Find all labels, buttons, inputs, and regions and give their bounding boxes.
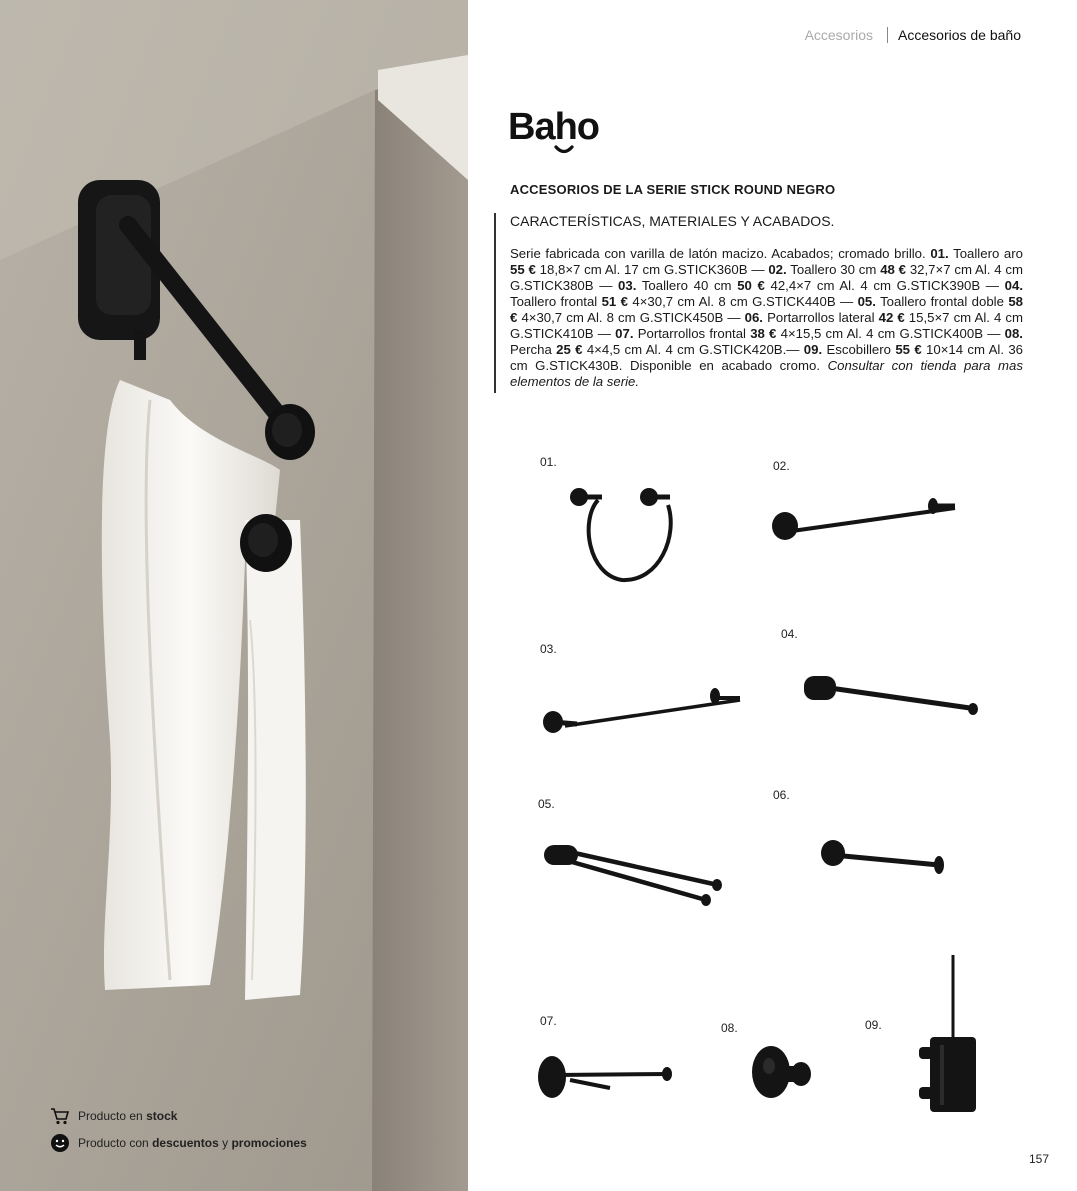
front-towel-bar-icon xyxy=(800,672,985,722)
hero-photo xyxy=(0,0,468,1191)
smile-underline-icon xyxy=(553,144,575,156)
product-label-06: 06. xyxy=(773,788,790,802)
robe-hook-icon xyxy=(745,1040,825,1105)
towel-bar-30-icon xyxy=(765,490,965,550)
side-roll-holder-icon xyxy=(815,835,955,880)
legend-promotions-text: Producto con descuentos y promociones xyxy=(78,1136,307,1150)
towel-bar-40-icon xyxy=(535,680,745,740)
front-roll-holder-icon xyxy=(530,1050,680,1105)
product-description: Serie fabricada con varilla de latón macizo. Acabados; cromado brillo. 01. Toallero aro 55 € 18,8×7 cm Al. 17 cm G.STICK360B — 02. Toallero 30 cm 48 € 32,7×7 cm Al. 4 cm G.STICK380B — 03. Toallero 40 cm 50 € 42,4×7 cm Al. 4 cm G.STICK390B — 04. Toallero frontal 51 € 4×30,7 cm Al. 8 cm G.STICK440B — 05. Toallero frontal doble 58 € 4×30,7 cm Al. 8 cm G.STICK450B — 06. Portarrollos lateral 42 € 15,5×7 cm Al. 4 cm G.STICK410B — 07. Portarrollos frontal 38 € 4×15,5 cm Al. 4 cm G.STICK400B — 08. Percha 25 € 4×4,5 cm Al. 4 cm G.STICK420B.— 09. Escobillero 55 € 10×14 cm Al. 36 cm G.STICK430B. Disponible en acabado cromo. Consultar con tienda para mas elementos de la serie. xyxy=(510,246,1023,389)
breadcrumb-separator xyxy=(887,27,888,43)
product-label-01: 01. xyxy=(540,455,557,469)
section-divider xyxy=(494,213,496,393)
legend-stock-text: Producto en stock xyxy=(78,1109,178,1123)
towel-bar-photo xyxy=(0,0,468,1191)
legend-promotions xyxy=(50,1133,307,1153)
cart-icon xyxy=(50,1106,70,1126)
brand-logo: Baho xyxy=(508,106,599,148)
double-towel-bar-icon xyxy=(540,835,730,910)
product-label-07: 07. xyxy=(540,1014,557,1028)
page-number: 157 xyxy=(1028,1152,1049,1166)
section-subtitle: CARACTERÍSTICAS, MATERIALES Y ACABADOS. xyxy=(510,213,835,229)
smiley-icon xyxy=(50,1133,70,1153)
breadcrumb-current: Accesorios de baño xyxy=(898,27,1021,43)
page-title: ACCESORIOS DE LA SERIE STICK ROUND NEGRO xyxy=(510,182,836,197)
product-label-09: 09. xyxy=(865,1018,882,1032)
product-label-03: 03. xyxy=(540,642,557,656)
breadcrumb-parent[interactable]: Accesorios xyxy=(804,27,874,43)
towel-ring-icon xyxy=(560,480,690,590)
breadcrumb xyxy=(805,27,1021,43)
product-label-05: 05. xyxy=(538,797,555,811)
toilet-brush-icon xyxy=(910,955,990,1120)
product-label-02: 02. xyxy=(773,459,790,473)
product-label-08: 08. xyxy=(721,1021,738,1035)
product-label-04: 04. xyxy=(781,627,798,641)
legend-stock xyxy=(50,1106,177,1126)
